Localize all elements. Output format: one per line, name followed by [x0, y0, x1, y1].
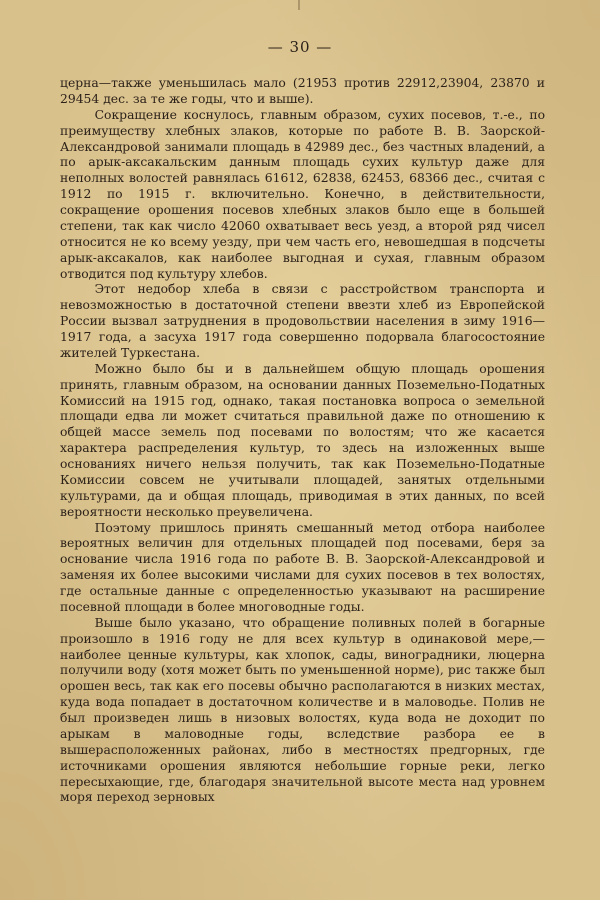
- paragraph: Сокращение коснулось, главным образом, сухих посевов, т.-е., по преимуществу хлебных злаков, которые по работе В. В. Заорской-Александровой занимали площадь в 42989 дес., без частных владений, а по арык-аксакальским данным площадь сухих культур даже для неполных волостей равнялась 61612, 62838, 62453, 68366 дес., считая с 1912 по 1915 г. включительно. Конечно, в действительности, сокращение орошения посевов хлебных злаков было еще в большей степени, так как число 42060 охватывает весь уезд, а второй ряд чисел относится не ко всему уезду, при чем часть его, невошедшая в подсчеты арык-аксакалов, как наиболее выгодная и сухая, главным образом отводится под культуру хлебов.: [60, 107, 545, 281]
- paragraph: Выше было указано, что обращение поливных полей в богарные произошло в 1916 году не для всех культур в одинаковой мере,—наиболее ценные культуры, как хлопок, сады, виноградники, люцерна получили воду (хотя может быть по уменьшенной норме), рис также был орошен весь, так как его посевы обычно располагаются в низких местах, куда вода попадает в достаточном количестве и в маловодье. Полив не был произведен лишь в низовых волостях, куда вода не доходит по арыкам в маловодные годы, вследствие разбора ее в вышерасположенных районах, либо в местностях предгорных, где источниками орошения являются небольшие горные реки, легко пересыхающие, где, благодаря значительной высоте места над уровнем моря переход зерновых: [60, 615, 545, 805]
- body-text: [60, 76, 545, 806]
- paragraph: Можно было бы и в дальнейшем общую площадь орошения принять, главным образом, на основании данных Поземельно-Податных Комиссий на 1915 год, однако, такая постановка вопроса о земельной площади едва ли может считаться правильной даже по отношению к общей массе земель под посевами по волостям; что же касается характера распределения культур, то здесь на изложенных выше основаниях ничего нельзя получить, так как Поземельно-Податные Комиссии совсем не учитывали площадей, занятых отдельными культурами, да и общая площадь, приводимая в этих данных, по всей вероятности несколько преувеличена.: [60, 361, 545, 519]
- paragraph: церна—также уменьшилась мало (21953 против 22912,23904, 23870 и 29454 дес. за те же годы, что и выше).: [60, 76, 545, 106]
- page-number: — 30 —: [267, 38, 333, 56]
- page-fold-mark: [298, 0, 300, 10]
- paragraph: Этот недобор хлеба в связи с расстройством транспорта и невозможностью в достаточной степени ввезти хлеб из Европейской России вызвал затруднения в продовольствии населения в зиму 1916—1917 года, а засуха 1917 года совершенно подорвала благосостояние жителей Туркестана.: [60, 282, 545, 360]
- paragraph: Поэтому пришлось принять смешанный метод отбора наиболее вероятных величин для отдельных площадей под посевами, беря за основание числа 1916 года по работе В. В. Заорской-Александровой и заменяя их более высокими числами для сухих посевов в тех волостях, где остальные данные с определенностью указывают на расширение посевной площади в более многоводные годы.: [60, 520, 545, 614]
